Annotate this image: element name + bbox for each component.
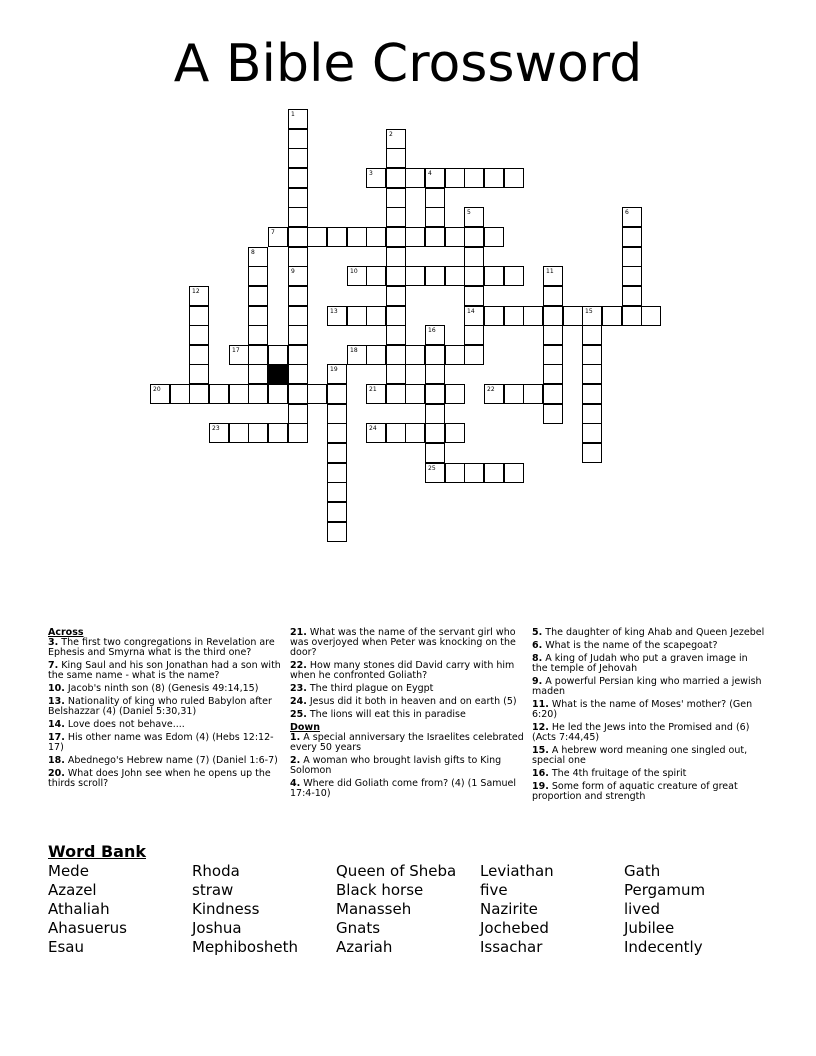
clue-down-16: 16. The 4th fruitage of the spirit — [532, 768, 687, 779]
crossword-cell[interactable] — [622, 247, 642, 267]
clue-number: 25 — [428, 465, 436, 472]
clue-across-13: 13. Nationality of king who ruled Babylon after Belshazzar (4) (Daniel 5:30,31) — [48, 696, 272, 717]
crossword-cell[interactable] — [170, 384, 190, 404]
crossword-cell[interactable] — [484, 266, 504, 286]
word-bank-item: Rhoda — [192, 862, 240, 880]
word-bank-column-4 — [480, 862, 620, 957]
crossword-cell[interactable] — [327, 384, 347, 404]
crossword-cell[interactable] — [189, 286, 209, 306]
crossword-cell[interactable] — [248, 364, 268, 384]
clue-number: 20 — [153, 386, 161, 393]
crossword-cell[interactable] — [464, 325, 484, 345]
word-bank-item: Pergamum — [624, 881, 706, 899]
word-bank-item: Esau — [48, 938, 84, 956]
word-bank-item: Leviathan — [480, 862, 554, 880]
clue-number: 6 — [625, 209, 629, 216]
crossword-cell[interactable] — [484, 227, 504, 247]
crossword-cell[interactable] — [209, 384, 229, 404]
crossword-cell[interactable] — [268, 423, 288, 443]
crossword-cell[interactable] — [464, 227, 484, 247]
crossword-cell[interactable] — [445, 423, 465, 443]
crossword-cell[interactable] — [288, 129, 308, 149]
crossword-cell[interactable] — [523, 384, 543, 404]
crossword-cell[interactable] — [386, 188, 406, 208]
clue-across-21: 21. What was the name of the servant girl who was overjoyed when Peter was knocking on the door? — [290, 627, 516, 658]
crossword-cell[interactable] — [386, 384, 406, 404]
crossword-cell[interactable] — [327, 404, 347, 424]
word-bank-item: Gnats — [336, 919, 381, 937]
crossword-cell[interactable] — [425, 207, 445, 227]
crossword-cell[interactable] — [189, 384, 209, 404]
crossword-cell[interactable] — [543, 384, 563, 404]
page-title: A Bible Crossword — [173, 34, 643, 94]
crossword-cell[interactable] — [405, 423, 425, 443]
crossword-cell[interactable] — [543, 404, 563, 424]
crossword-cell[interactable] — [248, 423, 268, 443]
crossword-cell[interactable] — [229, 423, 249, 443]
word-bank-column-1 — [48, 862, 188, 957]
crossword-cell[interactable] — [288, 345, 308, 365]
word-bank-item: lived — [624, 900, 660, 918]
crossword-cell[interactable] — [307, 384, 327, 404]
crossword-cell[interactable] — [543, 364, 563, 384]
crossword-cell[interactable] — [504, 306, 524, 326]
crossword-cell[interactable] — [248, 266, 268, 286]
clue-across-7: 7. King Saul and his son Jonathan had a son with the same name - what is the name? — [48, 660, 281, 681]
crossword-cell[interactable] — [622, 227, 642, 247]
crossword-cell[interactable] — [504, 168, 524, 188]
crossword-cell[interactable] — [405, 384, 425, 404]
crossword-cell[interactable] — [229, 345, 249, 365]
crossword-cell[interactable] — [288, 168, 308, 188]
crossword-cell[interactable] — [445, 227, 465, 247]
crossword-cell[interactable] — [543, 286, 563, 306]
crossword-cell[interactable] — [523, 306, 543, 326]
crossword-cell[interactable] — [425, 168, 445, 188]
clue-across-3: 3. The first two congregations in Revelation are Ephesis and Smyrna what is the third one? — [48, 637, 275, 658]
crossword-cell[interactable] — [582, 325, 602, 345]
crossword-cell[interactable] — [504, 384, 524, 404]
crossword-cell[interactable] — [543, 345, 563, 365]
clue-across-17: 17. His other name was Edom (4) (Hebs 12:12-17) — [48, 732, 274, 753]
crossword-cell[interactable] — [248, 384, 268, 404]
clue-number: 7 — [271, 229, 275, 236]
clue-number: 13 — [330, 308, 338, 315]
word-bank-item: Azazel — [48, 881, 97, 899]
clues-column-2 — [290, 628, 526, 802]
word-bank-item: straw — [192, 881, 234, 899]
clue-number: 4 — [428, 170, 432, 177]
crossword-cell[interactable] — [268, 384, 288, 404]
crossword-cell[interactable] — [445, 384, 465, 404]
crossword-cell[interactable] — [484, 168, 504, 188]
clue-across-10: 10. Jacob's ninth son (8) (Genesis 49:14,15) — [48, 683, 259, 694]
crossword-cell[interactable] — [425, 188, 445, 208]
crossword-cell[interactable] — [288, 148, 308, 168]
clue-down-1: 1. A special anniversary the Israelites celebrated every 50 years — [290, 732, 524, 753]
crossword-cell[interactable] — [484, 384, 504, 404]
clue-across-22: 22. How many stones did David carry with him when he confronted Goliath? — [290, 660, 515, 681]
crossword-cell[interactable] — [464, 247, 484, 267]
word-bank-item: Mede — [48, 862, 89, 880]
crossword-cell[interactable] — [425, 463, 445, 483]
crossword-cell[interactable] — [425, 325, 445, 345]
clue-down-12: 12. He led the Jews into the Promised and (6) (Acts 7:44,45) — [532, 722, 750, 743]
crossword-cell[interactable] — [288, 364, 308, 384]
clue-number: 10 — [350, 268, 358, 275]
word-bank-column-3 — [336, 862, 476, 957]
word-bank-heading: Word Bank — [48, 842, 147, 861]
clue-across-20: 20. What does John see when he opens up the thirds scroll? — [48, 768, 271, 789]
crossword-cell[interactable] — [366, 423, 386, 443]
word-bank-item: Kindness — [192, 900, 260, 918]
crossword-cell[interactable] — [386, 306, 406, 326]
word-bank-item: Queen of Sheba — [336, 862, 457, 880]
crossword-cell[interactable] — [405, 168, 425, 188]
word-bank-item: Manasseh — [336, 900, 412, 918]
crossword-cell[interactable] — [288, 286, 308, 306]
crossword-cell[interactable] — [464, 306, 484, 326]
crossword-cell[interactable] — [347, 227, 367, 247]
word-bank-item: Joshua — [192, 919, 242, 937]
clue-number: 21 — [369, 386, 377, 393]
crossword-cell[interactable] — [622, 286, 642, 306]
crossword-cell[interactable] — [288, 266, 308, 286]
crossword-cell[interactable] — [248, 247, 268, 267]
crossword-cell[interactable] — [386, 129, 406, 149]
crossword-cell[interactable] — [366, 384, 386, 404]
crossword-cell[interactable] — [464, 463, 484, 483]
crossword-cell[interactable] — [347, 306, 367, 326]
crossword-cell[interactable] — [327, 227, 347, 247]
crossword-cell[interactable] — [189, 364, 209, 384]
clue-number: 12 — [192, 288, 200, 295]
clue-number: 16 — [428, 327, 436, 334]
crossword-cell[interactable] — [347, 345, 367, 365]
crossword-cell[interactable] — [327, 522, 347, 542]
crossword-cell[interactable] — [405, 266, 425, 286]
crossword-cell[interactable] — [464, 266, 484, 286]
clue-across-14: 14. Love does not behave.... — [48, 719, 185, 730]
crossword-cell[interactable] — [288, 384, 308, 404]
crossword-cell[interactable] — [366, 345, 386, 365]
clue-number: 2 — [389, 131, 393, 138]
crossword-cell[interactable] — [327, 463, 347, 483]
crossword-cell[interactable] — [425, 404, 445, 424]
crossword-cell[interactable] — [386, 423, 406, 443]
crossword-cell[interactable] — [582, 443, 602, 463]
clue-number: 22 — [487, 386, 495, 393]
down-heading: Down — [290, 722, 320, 733]
crossword-cell[interactable] — [288, 306, 308, 326]
word-bank-item: Azariah — [336, 938, 393, 956]
clue-down-15: 15. A hebrew word meaning one singled out, special one — [532, 745, 748, 766]
word-bank-column-2 — [192, 862, 332, 957]
crossword-cell[interactable] — [622, 266, 642, 286]
crossword-cell[interactable] — [543, 266, 563, 286]
crossword-cell[interactable] — [327, 306, 347, 326]
clue-across-25: 25. The lions will eat this in paradise — [290, 709, 466, 720]
clue-down-9: 9. A powerful Persian king who married a jewish maden — [532, 676, 762, 697]
crossword-cell[interactable] — [622, 306, 642, 326]
clues-column-3 — [532, 628, 766, 805]
word-bank-item: Jubilee — [624, 919, 675, 937]
crossword-cell[interactable] — [366, 227, 386, 247]
crossword-cell[interactable] — [248, 306, 268, 326]
clue-number: 1 — [291, 111, 295, 118]
crossword-cell[interactable] — [445, 463, 465, 483]
clue-across-18: 18. Abednego's Hebrew name (7) (Daniel 1:6-7) — [48, 755, 278, 766]
crossword-cell[interactable] — [464, 345, 484, 365]
word-bank-item: Black horse — [336, 881, 424, 899]
crossword-cell[interactable] — [288, 207, 308, 227]
crossword-cell[interactable] — [386, 364, 406, 384]
crossword-cell[interactable] — [582, 345, 602, 365]
crossword-cell[interactable] — [288, 247, 308, 267]
clues-column-1 — [48, 628, 286, 792]
crossword-cell[interactable] — [150, 384, 170, 404]
crossword-cell[interactable] — [425, 443, 445, 463]
clue-down-2: 2. A woman who brought lavish gifts to King Solomon — [290, 755, 502, 776]
crossword-cell[interactable] — [288, 325, 308, 345]
clue-across-24: 24. Jesus did it both in heaven and on earth (5) — [290, 696, 517, 707]
crossword-cell[interactable] — [543, 325, 563, 345]
crossword-cell[interactable] — [288, 423, 308, 443]
crossword-cell[interactable] — [288, 404, 308, 424]
crossword-cell[interactable] — [405, 345, 425, 365]
crossword-cell[interactable] — [229, 384, 249, 404]
crossword-cell[interactable] — [464, 168, 484, 188]
word-bank-item: five — [480, 881, 508, 899]
clue-number: 17 — [232, 347, 240, 354]
crossword-cell[interactable] — [622, 207, 642, 227]
black-square — [268, 364, 288, 384]
crossword-cell[interactable] — [425, 384, 445, 404]
crossword-cell[interactable] — [425, 423, 445, 443]
crossword-cell[interactable] — [464, 286, 484, 306]
across-heading: Across — [48, 627, 84, 638]
clue-down-4: 4. Where did Goliath come from? (4) (1 Samuel 17:4-10) — [290, 778, 517, 799]
crossword-cell[interactable] — [386, 168, 406, 188]
clue-number: 15 — [585, 308, 593, 315]
crossword-cell[interactable] — [327, 443, 347, 463]
crossword-cell[interactable] — [641, 306, 661, 326]
crossword-cell[interactable] — [288, 227, 308, 247]
crossword-cell[interactable] — [268, 227, 288, 247]
crossword-cell[interactable] — [386, 148, 406, 168]
word-bank-item: Athaliah — [48, 900, 110, 918]
crossword-cell[interactable] — [248, 286, 268, 306]
crossword-cell[interactable] — [248, 345, 268, 365]
crossword-cell[interactable] — [327, 482, 347, 502]
crossword-cell[interactable] — [445, 266, 465, 286]
crossword-cell[interactable] — [268, 345, 288, 365]
crossword-cell[interactable] — [307, 227, 327, 247]
clue-number: 19 — [330, 366, 338, 373]
crossword-cell[interactable] — [425, 364, 445, 384]
word-bank-item: Gath — [624, 862, 661, 880]
clue-across-23: 23. The third plague on Eygpt — [290, 683, 434, 694]
crossword-cell[interactable] — [445, 168, 465, 188]
clue-number: 18 — [350, 347, 358, 354]
crossword-cell[interactable] — [386, 325, 406, 345]
crossword-cell[interactable] — [563, 306, 583, 326]
word-bank-item: Ahasuerus — [48, 919, 127, 937]
clue-number: 11 — [546, 268, 554, 275]
crossword-cell[interactable] — [602, 306, 622, 326]
word-bank-item: Issachar — [480, 938, 543, 956]
crossword-cell[interactable] — [386, 286, 406, 306]
crossword-cell[interactable] — [425, 227, 445, 247]
clue-down-8: 8. A king of Judah who put a graven image in the temple of Jehovah — [532, 653, 748, 674]
crossword-cell[interactable] — [327, 364, 347, 384]
crossword-cell[interactable] — [366, 266, 386, 286]
clue-number: 8 — [251, 249, 255, 256]
crossword-cell[interactable] — [189, 306, 209, 326]
crossword-cell[interactable] — [248, 325, 268, 345]
clue-number: 23 — [212, 425, 220, 432]
crossword-cell[interactable] — [327, 502, 347, 522]
crossword-cell[interactable] — [425, 266, 445, 286]
crossword-cell[interactable] — [347, 266, 367, 286]
crossword-cell[interactable] — [425, 345, 445, 365]
clues-section — [48, 628, 768, 828]
crossword-cell[interactable] — [327, 423, 347, 443]
word-bank-item: Indecently — [624, 938, 703, 956]
clue-number: 24 — [369, 425, 377, 432]
word-bank-column-5 — [624, 862, 764, 957]
crossword-cell[interactable] — [386, 227, 406, 247]
clue-down-6: 6. What is the name of the scapegoat? — [532, 640, 718, 651]
clue-down-19: 19. Some form of aquatic creature of great proportion and strength — [532, 781, 738, 802]
clue-down-5: 5. The daughter of king Ahab and Queen Jezebel — [532, 627, 765, 638]
crossword-cell[interactable] — [504, 463, 524, 483]
word-bank-item: Nazirite — [480, 900, 538, 918]
crossword-cell[interactable] — [386, 345, 406, 365]
crossword-cell[interactable] — [209, 423, 229, 443]
word-bank-item: Mephibosheth — [192, 938, 299, 956]
crossword-cell[interactable] — [582, 306, 602, 326]
crossword-cell[interactable] — [386, 266, 406, 286]
crossword-cell[interactable] — [582, 384, 602, 404]
crossword-cell[interactable] — [189, 345, 209, 365]
clue-number: 14 — [467, 308, 475, 315]
crossword-cell[interactable] — [543, 306, 563, 326]
crossword-cell[interactable] — [582, 423, 602, 443]
crossword-cell[interactable] — [582, 404, 602, 424]
crossword-cell[interactable] — [445, 345, 465, 365]
crossword-cell[interactable] — [484, 463, 504, 483]
crossword-cell[interactable] — [288, 109, 308, 129]
crossword-cell[interactable] — [405, 227, 425, 247]
clue-number: 3 — [369, 170, 373, 177]
crossword-cell[interactable] — [464, 207, 484, 227]
word-bank-item: Jochebed — [480, 919, 549, 937]
crossword-cell[interactable] — [484, 306, 504, 326]
crossword-cell[interactable] — [288, 188, 308, 208]
crossword-cell[interactable] — [189, 325, 209, 345]
clue-number: 9 — [291, 268, 295, 275]
clue-down-11: 11. What is the name of Moses' mother? (Gen 6:20) — [532, 699, 753, 720]
crossword-cell[interactable] — [504, 266, 524, 286]
crossword-cell[interactable] — [582, 364, 602, 384]
clue-number: 5 — [467, 209, 471, 216]
crossword-cell[interactable] — [366, 306, 386, 326]
crossword-cell[interactable] — [386, 207, 406, 227]
crossword-cell[interactable] — [366, 168, 386, 188]
crossword-cell[interactable] — [386, 247, 406, 267]
